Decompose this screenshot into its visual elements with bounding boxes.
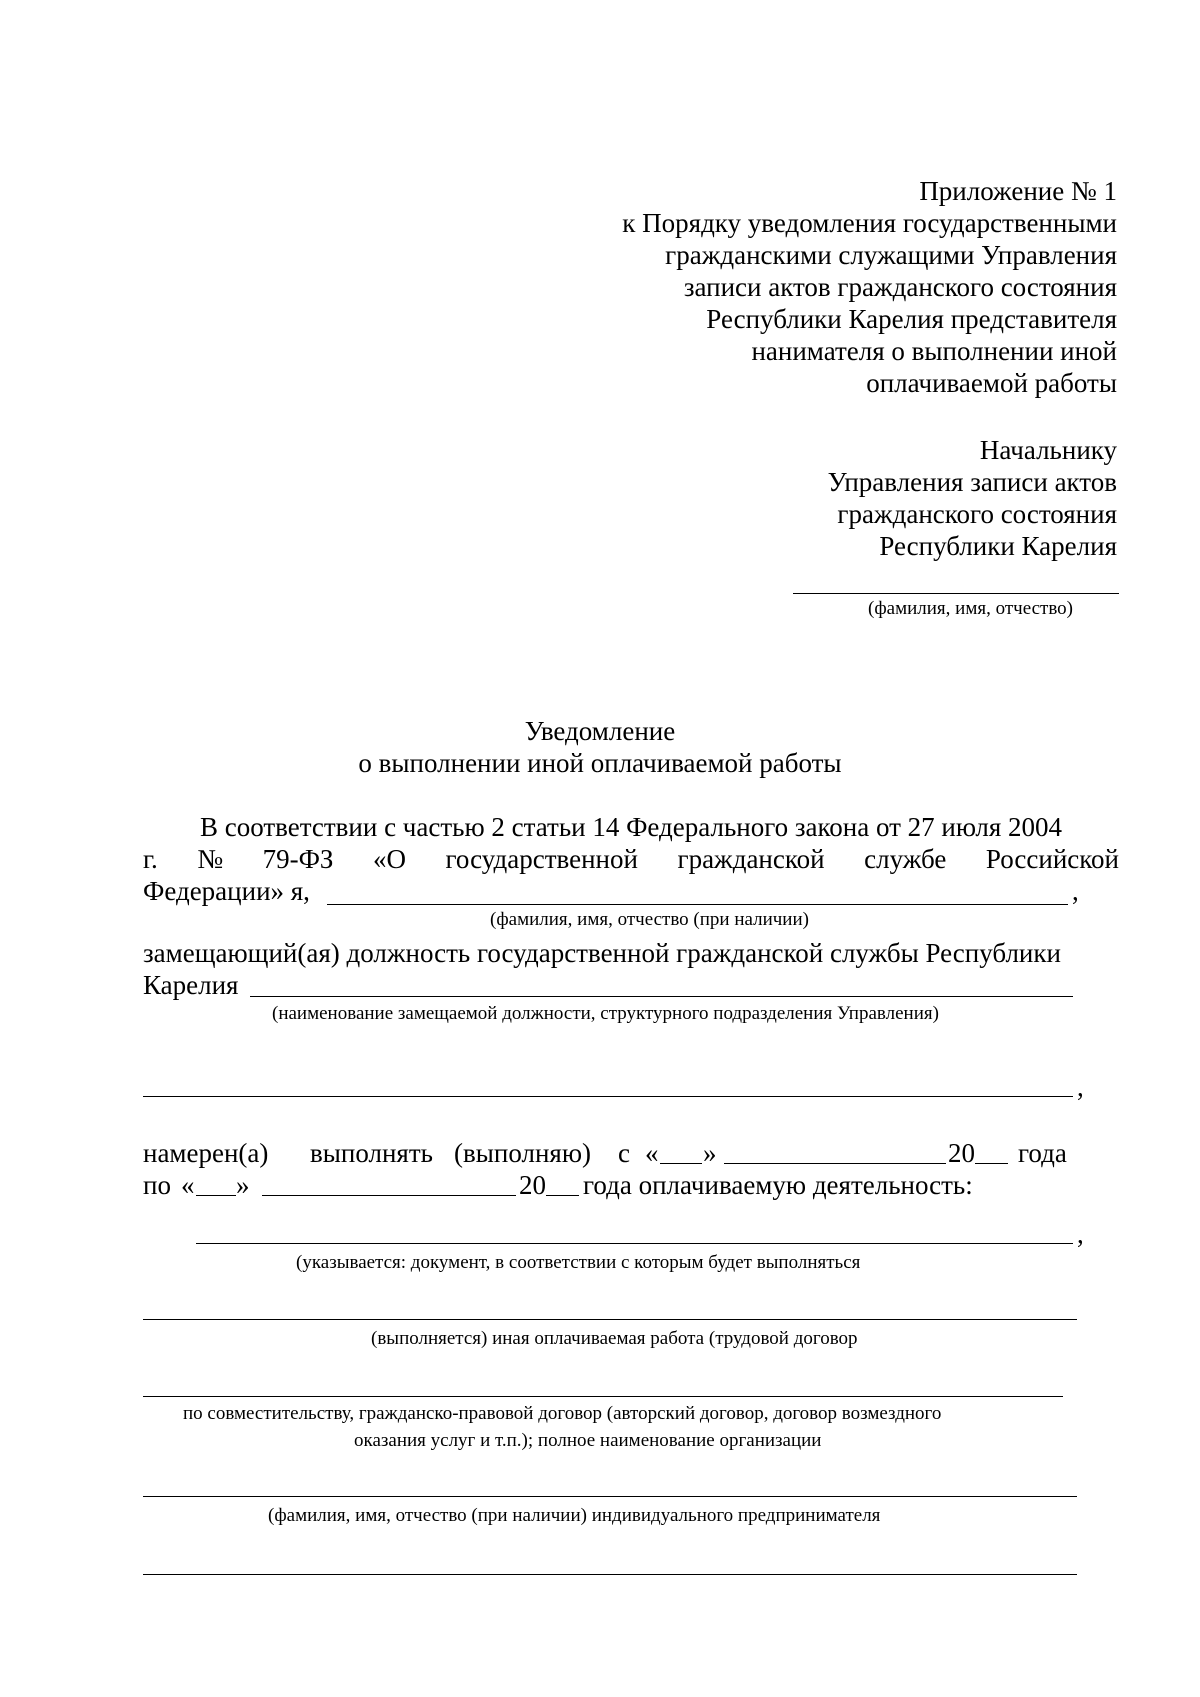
document-subtitle: о выполнении иной оплачиваемой работы	[358, 748, 842, 778]
word: 79-ФЗ	[262, 844, 334, 874]
quote-open: «	[181, 1170, 195, 1200]
year-prefix: 20	[519, 1170, 546, 1200]
appendix-line: нанимателя о выполнении иной	[751, 336, 1117, 366]
appendix-line: к Порядку уведомления государственными	[622, 208, 1117, 238]
start-year-line	[975, 1163, 1008, 1164]
body-justified-line	[143, 846, 1119, 873]
contract-fill-line	[143, 1396, 1063, 1397]
quote-close: »	[236, 1170, 250, 1200]
document-title: Уведомление	[524, 716, 676, 746]
body-text: года	[1018, 1138, 1067, 1168]
appendix-line: Республики Карелия представителя	[706, 304, 1117, 334]
comma: ,	[1077, 1219, 1084, 1249]
work-caption: (выполняется) иная оплачиваемая работа (трудовой договор	[371, 1328, 858, 1349]
word: «О	[373, 844, 406, 874]
contract-caption-2: оказания услуг и т.п.); полное наименование организации	[354, 1430, 822, 1451]
position-continuation-line	[143, 1096, 1073, 1097]
end-month-line	[262, 1195, 516, 1196]
appendix-line: Приложение № 1	[919, 176, 1117, 206]
end-day-line	[196, 1195, 236, 1196]
word: Российской	[985, 844, 1119, 874]
work-fill-line	[143, 1319, 1077, 1320]
start-month-line	[724, 1163, 946, 1164]
position-caption: (наименование замещаемой должности, структурного подразделения Управления)	[272, 1003, 939, 1024]
appendix-line: записи актов гражданского состояния	[683, 272, 1117, 302]
document-caption: (указывается: документ, в соответствии с которым будет выполняться	[296, 1252, 861, 1273]
fio-fill-line	[327, 904, 1068, 905]
comma: ,	[1077, 1072, 1084, 1102]
body-text: выполнять	[310, 1138, 433, 1168]
addressee-fio-line	[793, 593, 1119, 594]
body-text: по	[143, 1170, 171, 1200]
ip-caption: (фамилия, имя, отчество (при наличии) индивидуального предпринимателя	[268, 1505, 881, 1526]
position-fill-line	[250, 996, 1073, 997]
word: службе	[864, 844, 947, 874]
contract-caption-1: по совместительству, гражданско-правовой договор (авторский договор, договор возмездного	[183, 1403, 942, 1424]
body-text: Карелия	[143, 970, 239, 1000]
word: г.	[143, 844, 158, 874]
word: гражданской	[677, 844, 825, 874]
body-text: года оплачиваемую деятельность:	[583, 1170, 973, 1200]
addressee-fio-caption: (фамилия, имя, отчество)	[868, 598, 1074, 619]
year-prefix: 20	[948, 1138, 975, 1168]
word: государственной	[445, 844, 638, 874]
appendix-line: гражданскими служащими Управления	[665, 240, 1117, 270]
body-text: В соответствии с частью 2 статьи 14 Федерального закона от 27 июля 2004	[200, 812, 1062, 842]
fio-caption: (фамилия, имя, отчество (при наличии)	[490, 909, 809, 930]
quote-close: »	[703, 1138, 717, 1168]
start-day-line	[660, 1163, 702, 1164]
addressee-line: гражданского состояния	[837, 499, 1117, 529]
end-year-line	[546, 1195, 579, 1196]
final-fill-line	[143, 1574, 1077, 1575]
body-text: Федерации» я,	[143, 876, 310, 906]
body-text: (выполняю)	[454, 1138, 591, 1168]
quote-open: «	[645, 1138, 659, 1168]
appendix-line: оплачиваемой работы	[866, 368, 1117, 398]
addressee-line: Республики Карелия	[879, 531, 1117, 561]
word: №	[197, 844, 224, 874]
addressee-line: Начальнику	[979, 435, 1117, 465]
body-text: с	[618, 1138, 630, 1168]
comma: ,	[1072, 876, 1079, 906]
ip-fill-line	[143, 1496, 1077, 1497]
addressee-line: Управления записи актов	[827, 467, 1117, 497]
body-text: замещающий(ая) должность государственной гражданской службы Республики	[143, 938, 1061, 968]
document-fill-line	[196, 1243, 1073, 1244]
body-text: намерен(а)	[143, 1138, 269, 1168]
